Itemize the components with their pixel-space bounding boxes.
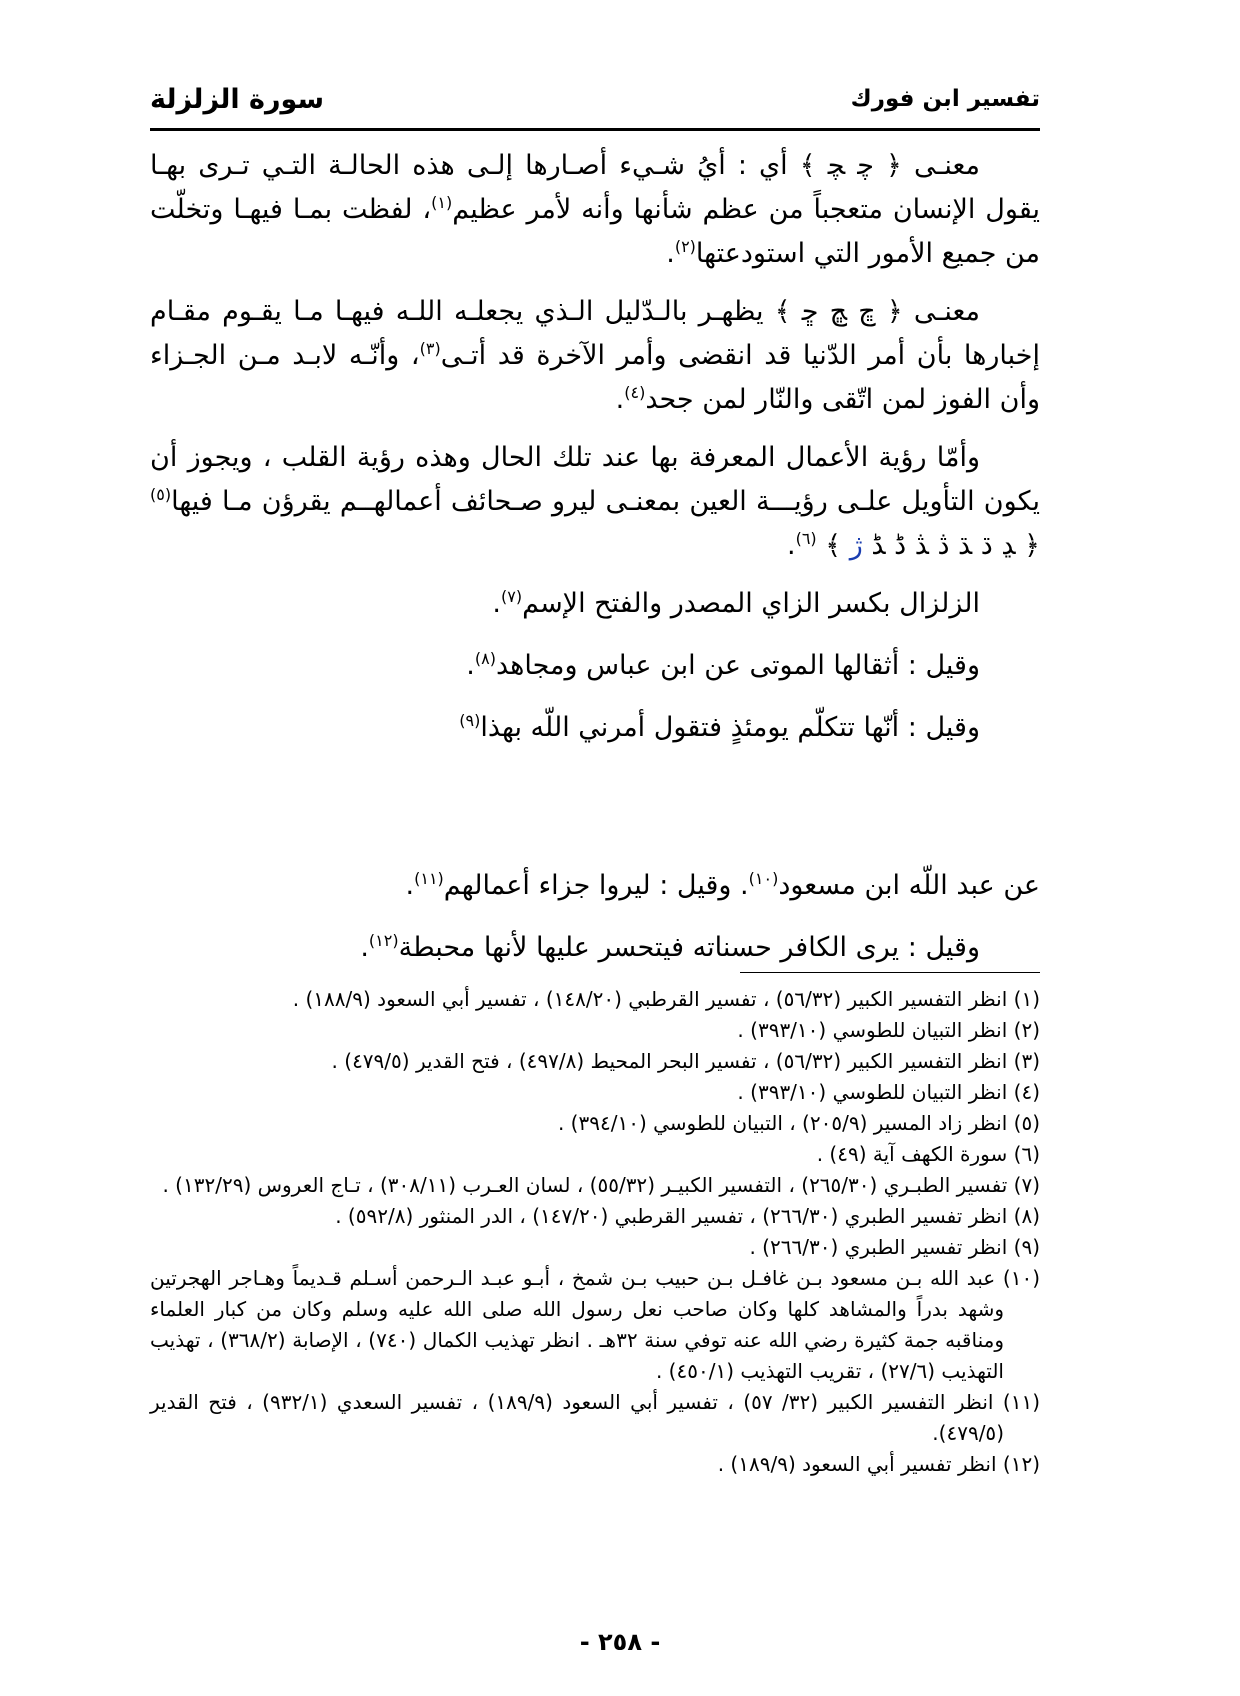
p1-end: . <box>666 238 675 269</box>
p2-text-b: ، وأنّـه لابـد مـن الجـزاء وأن الفوز لمن اتّقى والنّار لمن جحد <box>150 340 1040 415</box>
line-3 <box>150 706 1040 750</box>
l5-end: . <box>360 932 369 963</box>
l5-text: وقيل : يرى الكافر حسناته فيتحسر عليها لأنها محبطة <box>398 932 980 963</box>
p1-text-a: أي : أيُ شـيء أصـارها إلـى هذه الحالـة التـي تـرى بهـا يقول الإنسان متعجباً من عظم شأنها وأنه لأمر عظيم <box>150 150 1040 225</box>
p3-end: . <box>786 530 796 561</box>
p3-quran-b: ﮊ <box>849 530 863 561</box>
l4-end: . <box>405 870 415 901</box>
l1-end: . <box>492 588 501 619</box>
l1-text: الزلزال بكسر الزاي المصدر والفتح الإسم <box>522 588 980 619</box>
footnote-ref-8: (٨) <box>474 649 496 668</box>
footnote-ref-6: (٦) <box>795 529 817 548</box>
footnote-7: (٧) تفسير الطبـري (٢٦٥/٣٠) ، التفسير الكبيـر (٥٥/٣٢) ، لسان العـرب (٣٠٨/١١) ، تـاج العروس (١٣٢/٢٩) . <box>162 1173 1040 1197</box>
footnote-ref-3: (٣) <box>419 339 441 358</box>
line-5 <box>150 926 1040 970</box>
footnote-4: (٤) انظر التبيان للطوسي (٣٩٣/١٠) . <box>737 1080 1040 1104</box>
footnote-ref-11: (١١) <box>414 869 444 888</box>
header-rule <box>150 128 1040 131</box>
footnote-ref-10: (١٠) <box>748 869 779 888</box>
l3-text: وقيل : أنّها تتكلّم يومئذٍ فتقول أمرني اللّه بهذا <box>480 712 980 743</box>
footnote-ref-7: (٧) <box>501 587 523 606</box>
footnote-8: (٨) انظر تفسير الطبري (٢٦٦/٣٠) ، تفسير القرطبي (١٤٧/٢٠) ، الدر المنثور (٥٩٢/٨) . <box>335 1204 1040 1228</box>
footnote-ref-9: (٩) <box>459 711 481 730</box>
running-header <box>150 82 1040 122</box>
footnote-2: (٢) انظر التبيان للطوسي (٣٩٣/١٠) . <box>737 1018 1040 1042</box>
p2-text-a: يظهـر بالـدّليل الـذي يجعلـه اللـه فيهـا مـا يقـوم مقـام إخبارها بأن أمر الدّنيا قد انقضى وأمر الآخرة قد أتـى <box>150 296 1040 371</box>
l4-text-a: عن عبد اللّه ابن مسعود <box>778 870 1040 901</box>
p3-quran-c: ﴾ <box>825 530 842 561</box>
p1-quran: ﴿ ﭼ ﭽ ﴾ <box>799 150 902 181</box>
l4-text-b: . وقيل : ليروا جزاء أعمالهم <box>443 870 749 901</box>
line-4 <box>150 864 1040 908</box>
p2-end: . <box>615 384 625 415</box>
footnotes <box>150 984 1040 1480</box>
line-1 <box>150 582 1040 626</box>
footnote-12: (١٢) انظر تفسير أبي السعود (١٨٩/٩) . <box>717 1452 1040 1476</box>
footnote-ref-1: (١) <box>431 193 453 212</box>
p2-quran: ﴿ ﭾ ﭿ ﮀ ﴾ <box>774 296 903 327</box>
p1-pre: معنـى <box>913 150 981 181</box>
surah-title: سورة الزلزلة <box>150 84 324 115</box>
paragraph-1 <box>150 144 1040 276</box>
l2-end: . <box>466 650 475 681</box>
footnote-1: (١) انظر التفسير الكبير (٥٦/٣٢) ، تفسير القرطبي (١٤٨/٢٠) ، تفسير أبي السعود (١٨٨/٩) . <box>292 987 1040 1011</box>
footnote-separator <box>740 972 1040 973</box>
p1-text-b: ، لفظت بمـا فيهـا وتخلّت من جميع الأمور التي استودعتها <box>150 194 1040 269</box>
footnote-ref-4: (٤) <box>624 383 646 402</box>
paragraph-2 <box>150 290 1040 422</box>
footnote-ref-5: (٥) <box>150 485 172 504</box>
footnote-10: (١٠) عبد الله بـن مسعود بـن غافـل بـن حبيب بـن شمخ ، أبـو عبـد الـرحمن أسـلم قـديماً وهـاجر الهجرتين وشهد بدراً والمشاهد كلها وكان صاحب نعل رسول الله صلى الله عليه وسلم وكان من كبار العلماء ومناقبه جمة كثيرة رضي الله عنه توفي سنة ٣٢هـ . انظر تهذيب الكمال (٧٤٠) ، الإصابة (٣٦٨/٢) ، تهذيب التهذيب (٢٧/٦) ، تقريب التهذيب (٤٥٠/١) . <box>150 1266 1040 1383</box>
footnote-5: (٥) انظر زاد المسير (٢٠٥/٩) ، التبيان للطوسي (٣٩٤/١٠) . <box>557 1111 1040 1135</box>
footnote-ref-12: (١٢) <box>368 931 399 950</box>
footnote-ref-2: (٢) <box>674 237 696 256</box>
blank-gap <box>150 768 1040 864</box>
footnote-3: (٣) انظر التفسير الكبير (٥٦/٣٢) ، تفسير البحر المحيط (٤٩٧/٨) ، فتح القدير (٤٧٩/٥) . <box>331 1049 1040 1073</box>
main-text <box>150 144 1040 988</box>
p3-quran-a: ﴿ ﮃ ﮄ ﮅ ﮆ ﮇ ﮈ ﮉ <box>871 530 1040 561</box>
footnote-9: (٩) انظر تفسير الطبري (٢٦٦/٣٠) . <box>749 1235 1040 1259</box>
footnote-6: (٦) سورة الكهف آية (٤٩) . <box>816 1142 1040 1166</box>
p2-pre: معنـى <box>913 296 980 327</box>
paragraph-3 <box>150 436 1040 568</box>
footnote-11: (١١) انظر التفسير الكبير (٣٢/ ٥٧) ، تفسير أبي السعود (١٨٩/٩) ، تفسير السعدي (٩٣٢/١) ، فتح القدير (٤٧٩/٥). <box>150 1390 1040 1445</box>
book-title: تفسير ابن فورك <box>850 86 1040 112</box>
page-number: - ٢٥٨ - <box>579 1628 661 1656</box>
l2-text: وقيل : أثقالها الموتى عن ابن عباس ومجاهد <box>495 650 980 681</box>
line-2 <box>150 644 1040 688</box>
p3-text-a: وأمّا رؤية الأعمال المعرفة بها عند تلك الحال وهذه رؤية القلب ، ويجوز أن يكون التأويل علـى رؤيـــة العين بمعنـى ليرو صـحائف أعمالهــم يقرؤن مـا فيها <box>150 442 1040 517</box>
